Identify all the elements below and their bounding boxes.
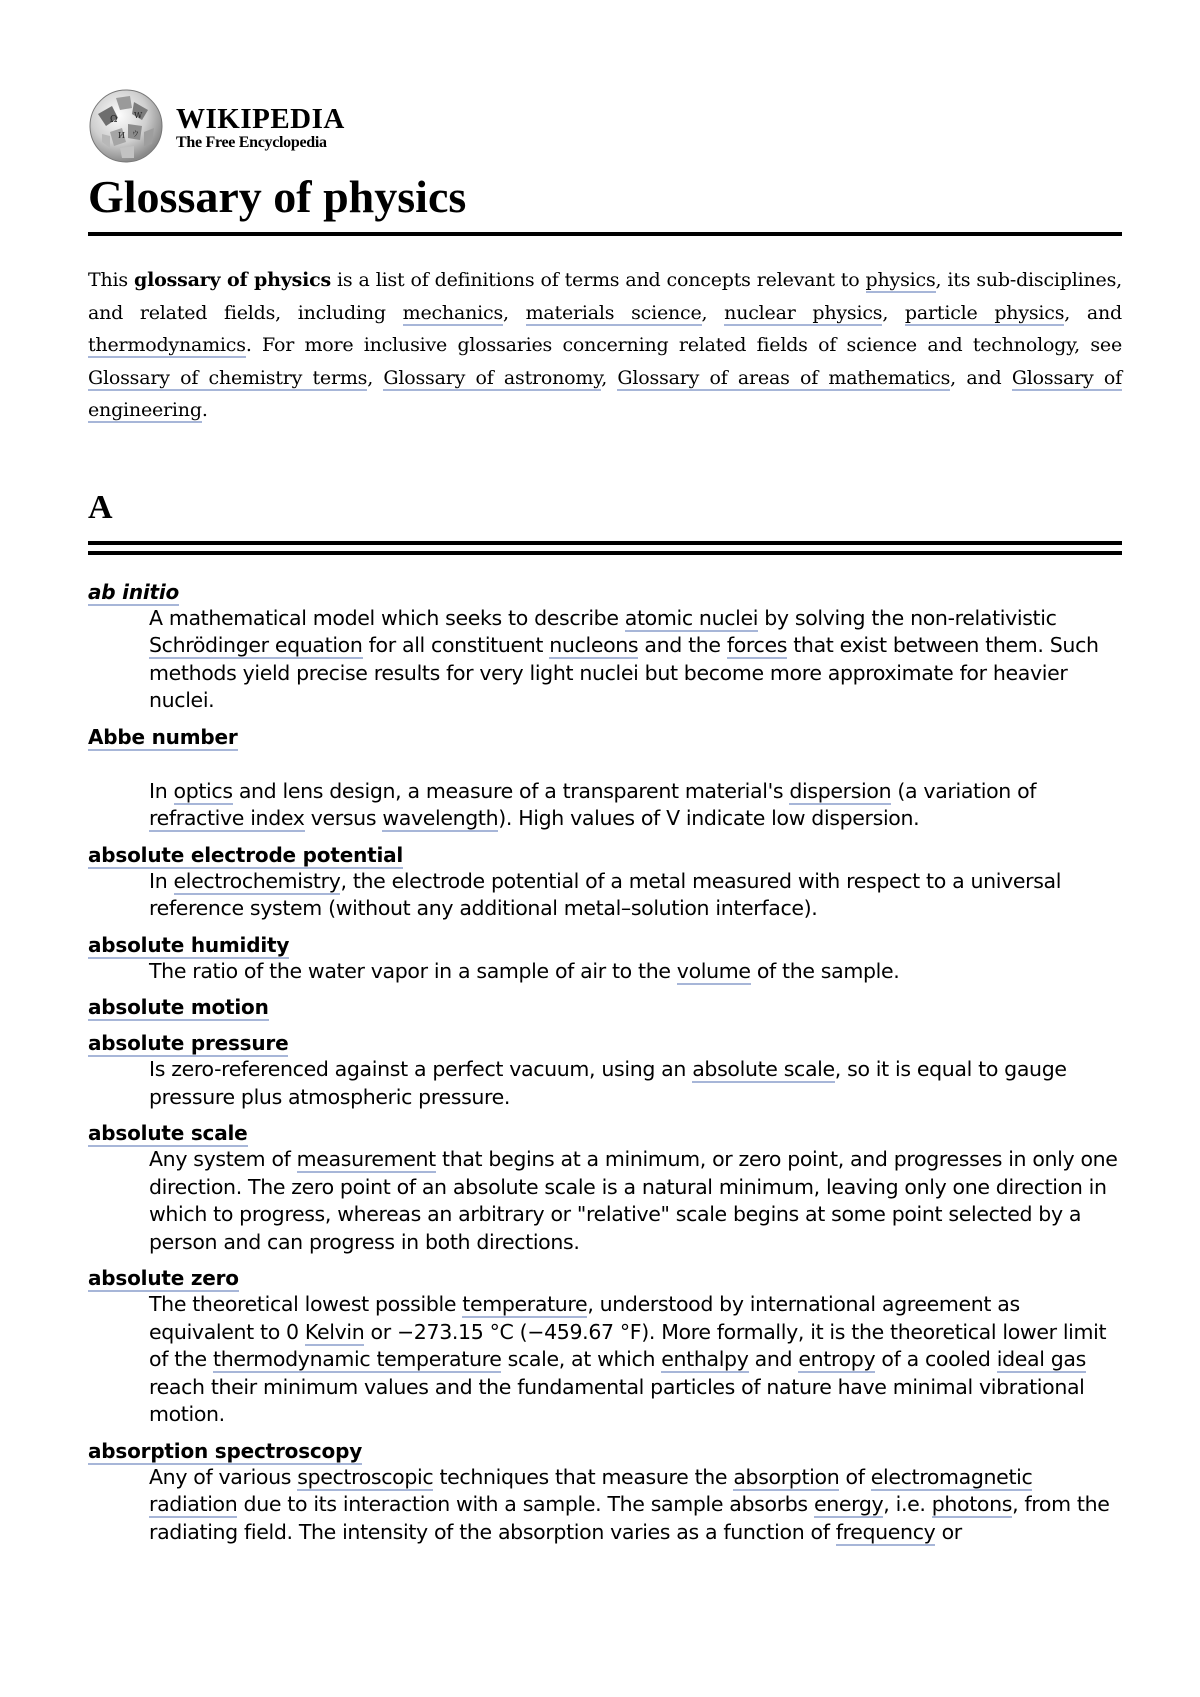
wordmark [176, 104, 345, 152]
link-nuclear-physics[interactable]: nuclear physics [724, 301, 883, 324]
link-wavelength[interactable]: wavelength [382, 806, 499, 830]
link-absolute-scale[interactable]: absolute scale [692, 1057, 835, 1081]
term-absolute-zero[interactable]: absolute zero [88, 1266, 239, 1290]
link-forces[interactable]: forces [726, 633, 788, 657]
glossary-term [88, 1265, 1122, 1291]
term-absolute-electrode-potential[interactable]: absolute electrode potential [88, 842, 404, 867]
link-glossary-of-chemistry-terms[interactable]: Glossary of chemistry terms [88, 366, 368, 389]
link-enthalpy[interactable]: enthalpy [661, 1347, 749, 1371]
svg-text:ウ: ウ [132, 130, 139, 138]
link-photons[interactable]: photons [931, 1492, 1013, 1516]
term-absolute-pressure[interactable]: absolute pressure [88, 1031, 289, 1055]
glossary-definition: A mathematical model which seeks to describe atomic nuclei by solving the non-relativistic Schrödinger equation for all constituent nucleons and the forces that exist between them. Such methods yield precise results for very light nuclei but become more approximate for heavier nuclei. [149, 605, 1099, 712]
link-entropy[interactable]: entropy [798, 1347, 876, 1371]
glossary-term [88, 1120, 1122, 1146]
glossary-definition: Any system of measurement that begins at a minimum, or zero point, and progresses in only one direction. The zero point of an absolute scale is a natural minimum, leaving only one direction in which to progress, whereas an arbitrary or "relative" scale begins at some point selected by a person and can progress in both directions. [149, 1147, 1118, 1254]
link-mechanics[interactable]: mechanics [402, 301, 503, 324]
section-heading-a: A [88, 487, 1122, 545]
term-absolute-humidity[interactable]: absolute humidity [88, 932, 290, 957]
link-atomic-nuclei[interactable]: atomic nuclei [624, 605, 759, 630]
link-glossary-of-astronomy[interactable]: Glossary of astronomy [383, 366, 602, 389]
link-spectroscopic[interactable]: spectroscopic [297, 1464, 434, 1489]
link-schr-dinger-equation[interactable]: Schrödinger equation [149, 633, 363, 657]
glossary-term [88, 579, 1122, 605]
svg-text:Ω: Ω [110, 115, 118, 125]
glossary-term [88, 932, 1122, 958]
link-dispersion[interactable]: dispersion [789, 778, 892, 803]
link-physics[interactable]: physics [865, 269, 936, 291]
bold-term: glossary of physics [134, 269, 331, 291]
link-glossary-of-areas-of-mathematics[interactable]: Glossary of areas of mathematics [617, 366, 951, 389]
page-title: Glossary of physics [88, 168, 1122, 236]
link-refractive-index[interactable]: refractive index [149, 806, 305, 830]
glossary-definition: In electrochemistry, the electrode potential of a metal measured with respect to a universal reference system (without any additional metal–solution interface). [149, 868, 1062, 920]
link-glossary-of-engineering[interactable]: Glossary of engineering [88, 366, 1122, 421]
intro-paragraph: This glossary of physics is a list of definitions of terms and concepts relevant to physics, its sub-disciplines, and related fields, including mechanics, materials science, nuclear physics, particle physics, and thermodynamics. For more inclusive glossaries concerning related fields of science and technology, see Glossary of chemistry terms, Glossary of astronomy, Glossary of areas of mathematics, and Glossary of engineering. [88, 269, 1123, 421]
glossary-definition: In optics and lens design, a measure of a transparent material's dispersion (a variation of refractive index versus wavelength). High values of V indicate low dispersion. [149, 778, 1037, 830]
svg-text:И: И [118, 131, 125, 140]
link-kelvin[interactable]: Kelvin [304, 1319, 365, 1344]
link-nucleons[interactable]: nucleons [549, 633, 639, 657]
link-frequency[interactable]: frequency [835, 1519, 936, 1544]
link-thermodynamic-temperature[interactable]: thermodynamic temperature [213, 1347, 502, 1371]
term-abbe-number[interactable]: Abbe number [88, 724, 238, 749]
link-temperature[interactable]: temperature [462, 1292, 588, 1316]
glossary-definition: The theoretical lowest possible temperature, understood by international agreement as equivalent to 0 Kelvin or −273.15 °C (−459.67 °F). More formally, it is the theoretical lower limit of the thermodynamic temperature scale, at which enthalpy and entropy of a cooled ideal gas reach their minimum values and the fundamental particles of nature have minimal vibrational motion. [149, 1292, 1107, 1426]
link-materials-science[interactable]: materials science [525, 301, 702, 324]
term-absorption-spectroscopy[interactable]: absorption spectroscopy [88, 1438, 363, 1463]
term-absolute-scale[interactable]: absolute scale [88, 1121, 248, 1145]
glossary-definition: Is zero-referenced against a perfect vacuum, using an absolute scale, so it is equal to gauge pressure plus atmospheric pressure. [149, 1057, 1067, 1109]
link-measurement[interactable]: measurement [296, 1147, 436, 1171]
glossary-definition: The ratio of the water vapor in a sample of air to the volume of the sample. [149, 958, 900, 983]
article [88, 88, 1122, 1555]
link-thermodynamics[interactable]: thermodynamics [88, 334, 246, 356]
glossary-term [88, 1438, 1122, 1464]
wordmark-subtitle: The Free Encyclopedia [176, 134, 327, 151]
svg-text:W: W [134, 111, 143, 120]
link-volume[interactable]: volume [676, 958, 751, 983]
wordmark-title: WIKIPEDIA [176, 103, 345, 135]
link-energy[interactable]: energy [813, 1492, 884, 1516]
glossary-term [88, 842, 1122, 868]
glossary-term [88, 1030, 1122, 1056]
link-electromagnetic-radiation[interactable]: electromagnetic radiation [149, 1464, 1033, 1516]
glossary-definition: Any of various spectroscopic techniques that measure the absorption of electromagnetic radiation due to its interaction with a sample. The sample absorbs energy, i.e. photons, from the radiating field. The intensity of the absorption varies as a function of frequency or [149, 1464, 1110, 1544]
link-optics[interactable]: optics [173, 778, 233, 803]
wikipedia-globe-icon [88, 88, 164, 164]
glossary-term [88, 994, 1122, 1020]
term-absolute-motion[interactable]: absolute motion [88, 995, 269, 1019]
link-absorption[interactable]: absorption [733, 1464, 840, 1489]
link-electrochemistry[interactable]: electrochemistry [173, 868, 341, 893]
link-particle-physics[interactable]: particle physics [904, 301, 1065, 324]
glossary-term [88, 724, 1122, 750]
glossary-list [88, 579, 1122, 1547]
link-ideal-gas[interactable]: ideal gas [996, 1347, 1086, 1371]
wikipedia-logo[interactable] [88, 88, 1122, 164]
term-ab-initio[interactable]: ab initio [88, 579, 180, 604]
